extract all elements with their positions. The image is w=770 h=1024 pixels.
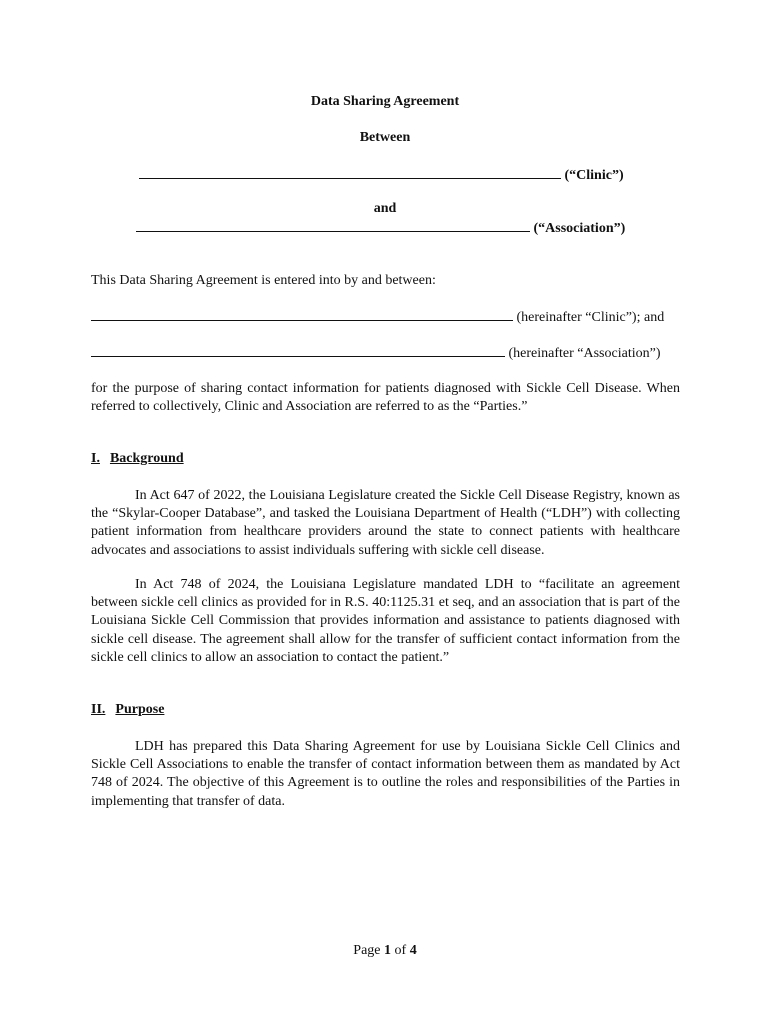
clinic-hereinafter-line (91, 308, 664, 326)
section-number: II. (91, 702, 106, 717)
section-number: I. (91, 451, 100, 466)
page-total: 4 (409, 943, 417, 958)
clinic-hereinafter-text: (hereinafter “Clinic”); and (516, 310, 665, 325)
association-name-blank[interactable] (136, 219, 530, 232)
clinic-party-line (139, 166, 624, 184)
clinic-tag: (“Clinic”) (564, 168, 624, 183)
page-of: of (394, 943, 407, 958)
purpose-statement: for the purpose of sharing contact information for patients diagnosed with Sickle Cell Disease. When referred to collectively, Clinic and Association are referred to as the “Parties.” (91, 381, 680, 415)
purpose-paragraph-1: LDH has prepared this Data Sharing Agreement for use by Louisiana Sickle Cell Clinics and Sickle Cell Associations to enable the transfer of contact information between them as mandated by Act 748 of 2024. The objective of this Agreement is to outline the roles and responsibilities of the Parties in implementing that transfer of data. (91, 739, 680, 809)
page-number (0, 943, 770, 959)
intro-lead: This Data Sharing Agreement is entered into by and between: (91, 273, 436, 288)
association-hereinafter-blank[interactable] (91, 344, 505, 357)
document-title: Data Sharing Agreement (310, 94, 460, 109)
section-heading-purpose (91, 702, 164, 718)
clinic-name-blank[interactable] (139, 166, 561, 179)
and-label: and (373, 201, 397, 216)
association-party-line (136, 219, 625, 237)
association-hereinafter-line (91, 344, 660, 362)
between-label: Between (359, 130, 411, 145)
association-hereinafter-text: (hereinafter “Association”) (508, 346, 661, 361)
page-current: 1 (384, 943, 392, 958)
section-title: Purpose (115, 702, 165, 717)
page-word: Page (353, 943, 381, 958)
background-paragraph-1: In Act 647 of 2022, the Louisiana Legislature created the Sickle Cell Disease Registry, known as the “Skylar-Cooper Database”, and tasked the Louisiana Department of Health (“LDH”) with collecting patient information from healthcare providers around the state to connect patients with healthcare advocates and associations to assist individuals suffering with sickle cell disease. (91, 488, 680, 558)
background-paragraph-2: In Act 748 of 2024, the Louisiana Legislature mandated LDH to “facilitate an agreement between sickle cell clinics as provided for in R.S. 40:1125.31 et seq, and an association that is part of the Louisiana Sickle Cell Commission that provides information and assistance to patients diagnosed with sickle cell disease. The agreement shall allow for the transfer of sufficient contact information from the sickle cell clinics to allow an association to contact the patient.” (91, 577, 680, 665)
association-tag: (“Association”) (533, 221, 626, 236)
section-heading-background (91, 451, 184, 467)
clinic-hereinafter-blank[interactable] (91, 308, 513, 321)
section-title: Background (109, 451, 184, 466)
